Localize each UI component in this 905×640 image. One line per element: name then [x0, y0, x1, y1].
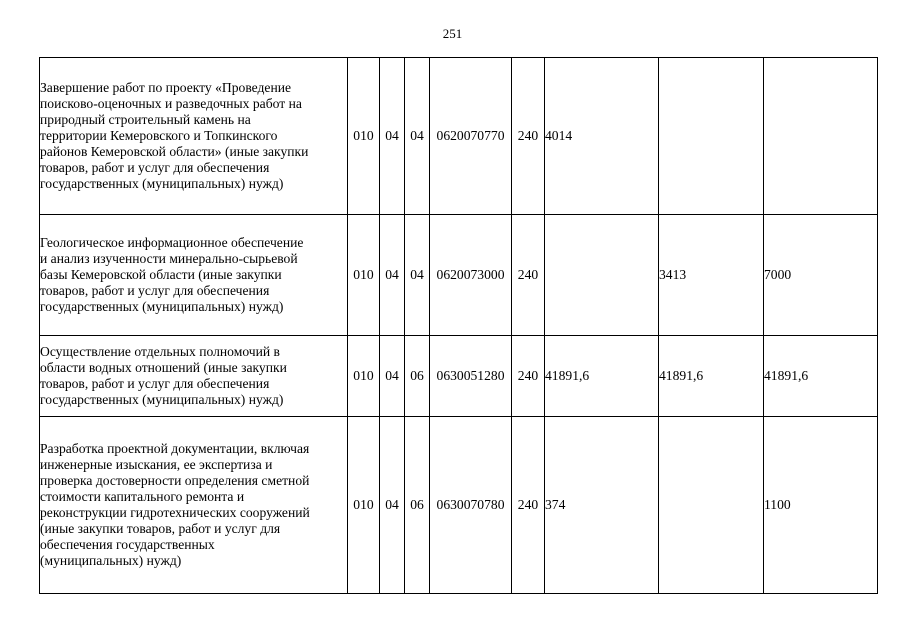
amount-year-2: 3413	[659, 215, 764, 336]
amount-year-2	[659, 58, 764, 215]
section-code: 04	[380, 58, 405, 215]
ministry-code: 010	[348, 58, 380, 215]
page-number: 251	[442, 26, 463, 41]
amount-year-3: 7000	[764, 215, 878, 336]
expense-type-code: 240	[512, 417, 545, 594]
amount-year-1: 374	[545, 417, 659, 594]
amount-year-1: 41891,6	[545, 336, 659, 417]
target-article-code: 0630051280	[430, 336, 512, 417]
amount-year-3	[764, 58, 878, 215]
ministry-code: 010	[348, 417, 380, 594]
subsection-code: 06	[405, 417, 430, 594]
expense-type-code: 240	[512, 215, 545, 336]
target-article-code: 0620070770	[430, 58, 512, 215]
budget-table	[39, 57, 878, 594]
section-code: 04	[380, 417, 405, 594]
row-description: Разработка проектной документации, включая инженерные изыскания, ее экспертиза и проверка достоверности определения сметной стоимости капитального ремонта и реконструкции гидротехнических сооружений (иные закупки товаров, работ и услуг для обеспечения государственных (муниципальных) нужд)	[40, 417, 348, 594]
table-row	[40, 417, 878, 594]
expense-type-code: 240	[512, 336, 545, 417]
amount-year-3: 41891,6	[764, 336, 878, 417]
amount-year-1	[545, 215, 659, 336]
amount-year-2: 41891,6	[659, 336, 764, 417]
expense-type-code: 240	[512, 58, 545, 215]
target-article-code: 0620073000	[430, 215, 512, 336]
table-row	[40, 336, 878, 417]
table-row	[40, 58, 878, 215]
subsection-code: 04	[405, 58, 430, 215]
amount-year-3: 1100	[764, 417, 878, 594]
ministry-code: 010	[348, 336, 380, 417]
section-code: 04	[380, 215, 405, 336]
amount-year-1: 4014	[545, 58, 659, 215]
amount-year-2	[659, 417, 764, 594]
row-description: Осуществление отдельных полномочий в области водных отношений (иные закупки товаров, работ и услуг для обеспечения государственных (муниципальных) нужд)	[40, 336, 348, 417]
section-code: 04	[380, 336, 405, 417]
row-description: Геологическое информационное обеспечение и анализ изученности минерально-сырьевой базы Кемеровской области (иные закупки товаров, работ и услуг для обеспечения государственных (муниципальных) нужд)	[40, 215, 348, 336]
subsection-code: 04	[405, 215, 430, 336]
table-row	[40, 215, 878, 336]
row-description: Завершение работ по проекту «Проведение поисково-оценочных и разведочных работ на природный строительный камень на территории Кемеровского и Топкинского районов Кемеровской области» (иные закупки товаров, работ и услуг для обеспечения государственных (муниципальных) нужд)	[40, 58, 348, 215]
ministry-code: 010	[348, 215, 380, 336]
target-article-code: 0630070780	[430, 417, 512, 594]
subsection-code: 06	[405, 336, 430, 417]
